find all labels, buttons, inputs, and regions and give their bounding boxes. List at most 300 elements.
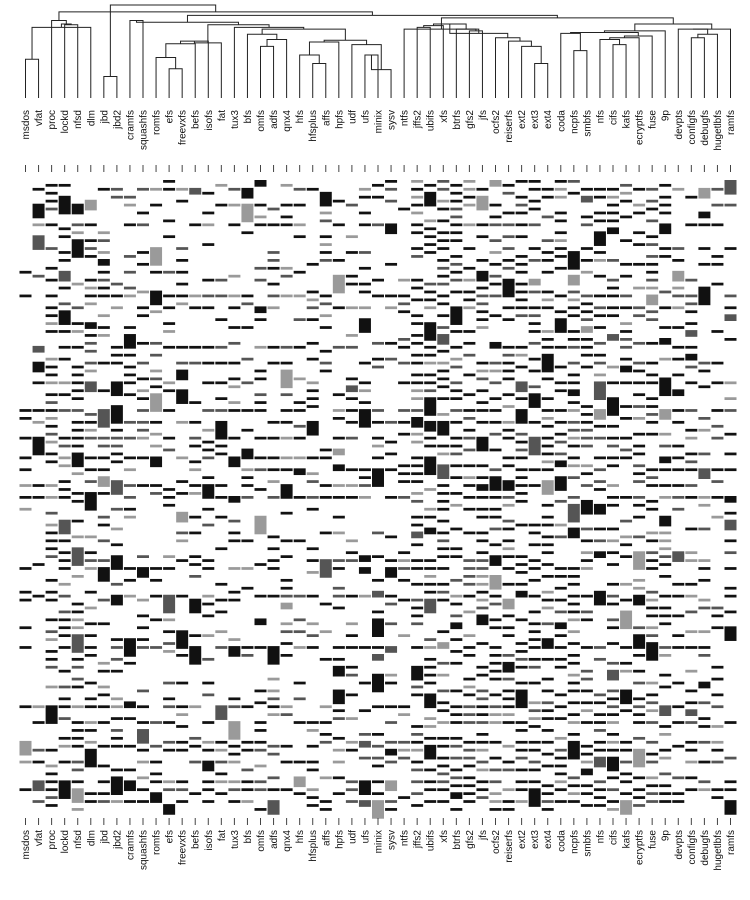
cell-btrfs-129 <box>450 690 462 693</box>
cell-proc-45 <box>46 358 58 361</box>
cell-ext3-28 <box>529 291 541 294</box>
cell-9p-67 <box>659 445 671 448</box>
cell-efs-127 <box>163 682 175 685</box>
cell-bfs-157 <box>241 800 253 803</box>
cell-efs-65 <box>163 437 175 440</box>
cell-isofs-25 <box>202 279 214 282</box>
cell-jbd2-149 <box>111 769 123 772</box>
cell-vfat-133 <box>33 705 45 708</box>
cell-ocfs2-0 <box>490 180 502 187</box>
cell-lockd-118 <box>59 646 71 649</box>
cell-squashfs-34 <box>137 314 149 317</box>
cell-btrfs-107 <box>450 603 462 606</box>
cell-fuse-83 <box>646 508 658 511</box>
cell-cramfs-11 <box>124 223 136 226</box>
cell-reiserfs-42 <box>503 346 515 349</box>
cell-squashfs-151 <box>137 776 149 779</box>
cell-proc-54 <box>46 393 58 396</box>
cell-qnx4-24 <box>281 275 293 278</box>
cell-romfs-143 <box>150 745 162 748</box>
column-label-top-ext3: ext3 <box>530 110 542 129</box>
cell-fuse-77 <box>646 484 658 487</box>
cell-msdos-106 <box>20 599 32 602</box>
cell-efs-154 <box>163 788 175 791</box>
cell-smbfs-17 <box>581 247 593 250</box>
cell-befs-147 <box>189 761 201 764</box>
cell-debugfs-98 <box>698 567 710 570</box>
cell-ocfs2-135 <box>490 713 502 716</box>
cell-ubifs-26 <box>424 283 436 286</box>
column-label-bottom-jbd: jbd <box>99 830 111 844</box>
cell-xfs-141 <box>437 737 449 740</box>
cell-vfat-58 <box>33 409 45 412</box>
cell-coda-71 <box>555 460 567 467</box>
column-label-bottom-freevxfs: freevxfs <box>177 830 189 866</box>
cell-ocfs2-83 <box>490 508 502 511</box>
cell-hfs-151 <box>294 776 306 787</box>
cell-nfsd-128 <box>72 686 84 689</box>
cell-jffs2-11 <box>411 223 423 226</box>
cell-ocfs2-18 <box>490 251 502 254</box>
cell-nfsd-61 <box>72 421 84 424</box>
cell-ext4-92 <box>542 543 554 546</box>
cell-coda-53 <box>555 389 567 392</box>
cell-jffs2-144 <box>411 749 423 752</box>
cell-squashfs-18 <box>137 251 149 254</box>
cell-jbd-18 <box>98 251 110 254</box>
cell-hpfs-134 <box>333 709 345 712</box>
cell-ecryptfs-46 <box>633 362 645 365</box>
cell-cramfs-98 <box>124 567 136 570</box>
dendrogram-link-28 <box>417 27 430 98</box>
cell-minix-148 <box>372 765 384 768</box>
cell-hpfs-85 <box>333 516 345 519</box>
column-label-bottom-hfs: hfs <box>295 830 307 844</box>
cell-ext3-138 <box>529 725 541 728</box>
cell-nfsd-141 <box>72 737 84 740</box>
cell-hugetlbfs-11 <box>711 223 723 226</box>
cell-ubifs-154 <box>424 788 436 791</box>
cell-cramfs-101 <box>124 579 136 582</box>
cell-vfat-11 <box>33 223 45 226</box>
cell-befs-61 <box>189 421 201 424</box>
cell-devpts-27 <box>672 287 684 290</box>
cell-ufs-118 <box>359 646 371 649</box>
cell-freevxfs-31 <box>176 302 188 305</box>
cell-ramfs-64 <box>725 433 737 436</box>
cell-devpts-151 <box>672 776 684 779</box>
column-label-top-ntfs: ntfs <box>399 110 411 127</box>
cell-adfs-129 <box>268 690 280 693</box>
cell-debugfs-136 <box>698 717 710 720</box>
cell-jbd2-116 <box>111 638 123 641</box>
cell-dlm-142 <box>85 741 97 744</box>
cell-lockd-109 <box>59 611 71 614</box>
cell-ecryptfs-16 <box>633 243 645 246</box>
cell-udf-58 <box>346 409 358 412</box>
cell-efs-144 <box>163 749 175 752</box>
cell-nfsd-100 <box>72 575 84 578</box>
column-label-bottom-fuse: fuse <box>647 830 659 849</box>
cell-omfs-32 <box>255 306 267 313</box>
cell-nfsd-53 <box>72 389 84 392</box>
cell-squashfs-77 <box>137 484 149 487</box>
cell-ocfs2-24 <box>490 275 502 278</box>
cell-9p-93 <box>659 547 671 550</box>
cell-cifs-32 <box>607 306 619 309</box>
cell-nfs-121 <box>594 658 606 661</box>
cell-ufs-140 <box>359 733 371 736</box>
cell-jffs2-66 <box>411 441 423 444</box>
cell-nfsd-26 <box>72 283 84 286</box>
cell-9p-120 <box>659 654 671 657</box>
cell-reiserfs-88 <box>503 528 515 531</box>
cell-ufs-56 <box>359 401 371 404</box>
cell-gfs2-4 <box>463 196 475 199</box>
cell-jffs2-39 <box>411 334 423 337</box>
cell-hfsplus-28 <box>307 291 319 294</box>
cell-lockd-76 <box>59 480 71 483</box>
cell-9p-85 <box>659 516 671 527</box>
column-label-top-isofs: isofs <box>203 110 215 131</box>
cell-kafs-95 <box>620 555 632 558</box>
cell-kafs-150 <box>620 773 632 776</box>
cell-ncpfs-120 <box>568 654 580 657</box>
cell-omfs-73 <box>255 468 267 471</box>
cell-ncpfs-135 <box>568 713 580 716</box>
cell-qnx4-120 <box>281 654 293 657</box>
cell-gfs2-2 <box>463 188 475 191</box>
cell-minix-125 <box>372 674 384 693</box>
cell-qnx4-65 <box>281 437 293 440</box>
cell-jffs2-13 <box>411 231 423 234</box>
cell-xfs-77 <box>437 484 449 487</box>
cell-reiserfs-50 <box>503 378 515 381</box>
cell-coda-90 <box>555 536 567 539</box>
cell-efs-29 <box>163 295 175 298</box>
cell-hpfs-11 <box>333 223 345 226</box>
cell-affs-80 <box>320 496 332 499</box>
cell-jfs-129 <box>476 690 488 693</box>
cell-lockd-12 <box>59 227 71 230</box>
cell-ext2-70 <box>516 457 528 460</box>
cell-ext4-40 <box>542 338 554 341</box>
cell-smbfs-29 <box>581 295 593 298</box>
dendrogram-link-7 <box>169 69 182 98</box>
cell-proc-104 <box>46 591 58 594</box>
cell-ramfs-146 <box>725 757 737 760</box>
cell-cramfs-149 <box>124 769 136 772</box>
cell-nfsd-67 <box>72 445 84 448</box>
column-label-top-befs: befs <box>190 110 202 129</box>
cell-smbfs-74 <box>581 472 593 475</box>
cell-hfs-105 <box>294 595 306 598</box>
cell-ext3-136 <box>529 717 541 720</box>
cell-9p-97 <box>659 563 671 566</box>
dendrogram-link-27 <box>456 29 476 98</box>
cell-lockd-78 <box>59 488 71 491</box>
cell-gfs2-157 <box>463 800 475 803</box>
cell-bfs-73 <box>241 468 253 471</box>
column-label-top-romfs: romfs <box>151 110 163 135</box>
cell-gfs2-153 <box>463 784 475 787</box>
cell-proc-1 <box>46 184 58 187</box>
cell-smbfs-129 <box>581 690 593 693</box>
cell-ext2-28 <box>516 291 528 294</box>
cell-coda-154 <box>555 788 567 791</box>
cell-proc-152 <box>46 780 58 783</box>
cell-qnx4-133 <box>281 705 293 708</box>
cell-fuse-10 <box>646 220 658 223</box>
cell-adfs-98 <box>268 567 280 570</box>
cell-ext2-14 <box>516 235 528 238</box>
cell-reiserfs-3 <box>503 192 515 195</box>
cell-gfs2-63 <box>463 429 475 432</box>
cell-ramfs-17 <box>725 247 737 250</box>
cell-lockd-67 <box>59 445 71 448</box>
cell-gfs2-77 <box>463 484 475 487</box>
cell-debugfs-60 <box>698 417 710 420</box>
cell-xfs-137 <box>437 721 449 724</box>
cell-ubifs-55 <box>424 397 436 416</box>
cell-ecryptfs-115 <box>633 634 645 649</box>
cell-cifs-34 <box>607 314 619 317</box>
dendrogram-link-47 <box>678 29 707 98</box>
cell-ext4-153 <box>542 784 554 787</box>
cell-9p-80 <box>659 496 671 499</box>
cell-ext4-159 <box>542 808 554 811</box>
cell-cifs-55 <box>607 397 619 416</box>
cell-configfs-105 <box>685 595 697 598</box>
cell-ext2-47 <box>516 366 528 369</box>
cell-udf-154 <box>346 788 358 791</box>
cell-ntfs-64 <box>398 433 410 436</box>
cell-hfs-65 <box>294 437 306 440</box>
cell-9p-40 <box>659 338 671 345</box>
cell-debugfs-114 <box>698 630 710 633</box>
cell-bfs-75 <box>241 476 253 479</box>
cell-configfs-65 <box>685 437 697 440</box>
cell-gfs2-65 <box>463 437 475 440</box>
cell-proc-156 <box>46 796 58 799</box>
cell-proc-38 <box>46 330 58 333</box>
cell-reiserfs-93 <box>503 547 515 550</box>
cell-cifs-113 <box>607 626 619 629</box>
cell-omfs-70 <box>255 457 267 460</box>
column-label-top-lockd: lockd <box>60 110 72 134</box>
cell-fuse-89 <box>646 532 658 535</box>
cell-jbd2-105 <box>111 595 123 606</box>
cell-xfs-157 <box>437 800 449 803</box>
cell-fuse-110 <box>646 615 658 618</box>
column-label-top-hugetlbfs: hugetlbfs <box>712 110 724 151</box>
cell-reiserfs-48 <box>503 370 515 373</box>
cell-ecryptfs-41 <box>633 342 645 345</box>
cell-reiserfs-137 <box>503 721 515 724</box>
cell-freevxfs-114 <box>176 630 188 649</box>
cell-ntfs-80 <box>398 496 410 499</box>
cell-ext4-30 <box>542 299 554 302</box>
cell-cramfs-85 <box>124 516 136 519</box>
cell-ocfs2-126 <box>490 678 502 681</box>
column-label-bottom-sysv: sysv <box>386 830 398 850</box>
cell-adfs-61 <box>268 421 280 424</box>
cell-ncpfs-72 <box>568 464 580 467</box>
cell-proc-150 <box>46 773 58 776</box>
cell-configfs-142 <box>685 741 697 744</box>
cell-ufs-95 <box>359 555 371 562</box>
column-label-top-omfs: omfs <box>256 110 267 132</box>
cell-ubifs-12 <box>424 227 436 230</box>
cell-proc-84 <box>46 512 58 515</box>
cell-btrfs-79 <box>450 492 462 495</box>
cell-xfs-7 <box>437 208 449 211</box>
cell-ext2-146 <box>516 757 528 760</box>
cell-proc-22 <box>46 267 58 270</box>
cell-reiserfs-113 <box>503 626 515 629</box>
cell-ext3-147 <box>529 761 541 764</box>
cell-hpfs-129 <box>333 690 345 705</box>
cell-romfs-152 <box>150 780 162 783</box>
cell-nfs-135 <box>594 713 606 716</box>
cell-tux3-145 <box>228 753 240 756</box>
cell-xfs-91 <box>437 539 449 542</box>
cell-jffs2-142 <box>411 741 423 744</box>
cell-ntfs-115 <box>398 634 410 637</box>
dendrogram-link-31 <box>535 64 548 98</box>
cell-nfsd-121 <box>72 658 84 661</box>
cell-ext2-102 <box>516 583 528 586</box>
cell-btrfs-58 <box>450 409 462 412</box>
cell-isofs-98 <box>202 567 214 570</box>
cell-ext3-52 <box>529 385 541 388</box>
cell-ext2-73 <box>516 468 528 471</box>
cell-btrfs-45 <box>450 358 462 361</box>
cell-proc-66 <box>46 441 58 444</box>
cell-befs-97 <box>189 563 201 566</box>
cell-dlm-131 <box>85 697 97 700</box>
cell-sysv-5 <box>385 200 397 203</box>
cell-affs-3 <box>320 192 332 207</box>
cell-squashfs-118 <box>137 646 149 649</box>
column-label-bottom-jffs2: jffs2 <box>412 830 424 849</box>
cell-tux3-131 <box>228 697 240 700</box>
cell-befs-100 <box>189 575 201 578</box>
cell-configfs-63 <box>685 429 697 432</box>
cell-ext2-42 <box>516 346 528 349</box>
column-label-bottom-hpfs: hpfs <box>334 830 346 849</box>
cell-dlm-61 <box>85 421 97 424</box>
cell-ext3-101 <box>529 579 541 582</box>
cell-jfs-152 <box>476 780 488 783</box>
cell-hfs-56 <box>294 401 306 404</box>
cell-hfsplus-51 <box>307 381 319 384</box>
cell-ecryptfs-64 <box>633 433 645 436</box>
cell-ecryptfs-94 <box>633 551 645 570</box>
cell-btrfs-11 <box>450 223 462 226</box>
cell-udf-18 <box>346 251 358 254</box>
cell-ext4-90 <box>542 536 554 539</box>
cell-proc-60 <box>46 417 58 420</box>
cell-squashfs-98 <box>137 567 149 578</box>
cell-hpfs-155 <box>333 792 345 795</box>
cell-bfs-29 <box>241 295 253 298</box>
cell-xfs-104 <box>437 591 449 594</box>
cell-nfsd-107 <box>72 603 84 606</box>
cell-udf-14 <box>346 235 358 238</box>
cell-ecryptfs-69 <box>633 453 645 456</box>
cell-hugetlbfs-154 <box>711 788 723 791</box>
cell-sysv-41 <box>385 342 397 345</box>
cell-jffs2-19 <box>411 255 423 258</box>
cell-sysv-98 <box>385 567 397 578</box>
cell-fat-114 <box>215 630 227 633</box>
matrix-cells <box>20 180 737 819</box>
cell-adfs-7 <box>268 208 280 211</box>
cell-jffs2-147 <box>411 761 423 764</box>
cell-isofs-157 <box>202 800 214 803</box>
cell-dlm-94 <box>85 551 97 554</box>
cell-hugetlbfs-133 <box>711 705 723 708</box>
cell-jfs-125 <box>476 674 488 677</box>
cell-jffs2-30 <box>411 299 423 302</box>
cell-romfs-150 <box>150 773 162 776</box>
cell-isofs-115 <box>202 634 214 637</box>
cell-adfs-131 <box>268 697 280 700</box>
cell-devpts-80 <box>672 496 684 499</box>
cell-ramfs-32 <box>725 306 737 309</box>
cell-hfs-23 <box>294 271 306 274</box>
cell-ramfs-80 <box>725 496 737 503</box>
cell-smbfs-2 <box>581 188 593 191</box>
cell-btrfs-61 <box>450 421 462 424</box>
cell-isofs-70 <box>202 457 214 460</box>
cell-jbd2-92 <box>111 543 123 546</box>
cell-vfat-97 <box>33 563 45 566</box>
cell-isofs-137 <box>202 721 214 724</box>
cell-squashfs-70 <box>137 457 149 460</box>
cell-jffs2-41 <box>411 342 423 345</box>
cell-hfs-147 <box>294 761 306 764</box>
cell-omfs-144 <box>255 749 267 752</box>
cell-devpts-137 <box>672 721 684 724</box>
cell-isofs-51 <box>202 381 214 384</box>
cell-vfat-80 <box>33 496 45 499</box>
cell-ecryptfs-8 <box>633 212 645 215</box>
cell-ext3-152 <box>529 780 541 783</box>
cell-ecryptfs-6 <box>633 204 645 207</box>
cell-cifs-140 <box>607 733 619 736</box>
cell-coda-144 <box>555 749 567 752</box>
cell-dlm-41 <box>85 342 97 345</box>
cell-freevxfs-48 <box>176 370 188 381</box>
cell-xfs-52 <box>437 385 449 388</box>
cell-nfs-32 <box>594 306 606 309</box>
cell-ntfs-72 <box>398 464 410 467</box>
cell-vfat-14 <box>33 235 45 250</box>
cell-isofs-110 <box>202 615 214 618</box>
cell-devpts-37 <box>672 326 684 329</box>
cell-xfs-43 <box>437 350 449 353</box>
cell-qnx4-6 <box>281 204 293 207</box>
cell-coda-100 <box>555 575 567 578</box>
cell-9p-91 <box>659 539 671 542</box>
dendrogram-link-45 <box>691 38 704 98</box>
column-label-bottom-bfs: bfs <box>242 830 254 844</box>
cell-ntfs-51 <box>398 381 410 384</box>
cell-cramfs-152 <box>124 780 136 791</box>
cell-fat-1 <box>215 184 227 187</box>
